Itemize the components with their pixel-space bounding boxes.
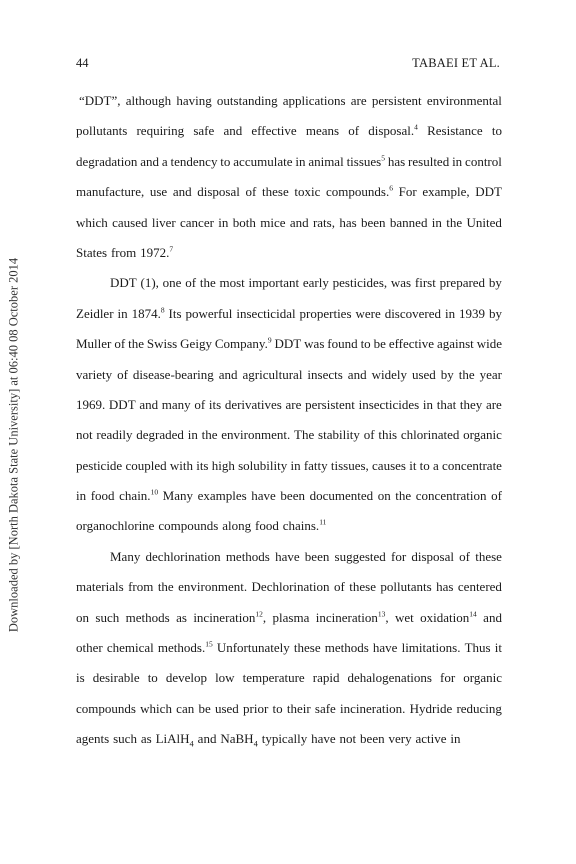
text-line: not readily degraded in the environment. The stability of this chlorinated organic — [76, 427, 502, 443]
paragraph-1 — [76, 86, 502, 268]
text-line: compounds which can be used prior to their safe incineration. Hydride reducing — [76, 700, 502, 716]
text-line: which caused liver cancer in both mice and rats, has been banned in the United — [76, 214, 502, 230]
text-line: organochlorine compounds along food chains.$^{11}$ — [76, 518, 327, 534]
text-line: 1969. DDT and many of its derivatives are persistent insecticides in that they are — [76, 396, 502, 412]
text-line: on such methods as incineration$^{12}$, plasma incineration$^{13}$, wet oxidation$^{14}$ and — [76, 609, 502, 625]
text-line: pesticide coupled with its high solubility in fatty tissues, causes it to a concentrate — [76, 457, 502, 473]
page-number: 44 — [76, 56, 89, 70]
paragraph-2 — [76, 268, 502, 542]
text-line: other chemical methods.$^{15}$ Unfortunately these methods have limitations. Thus it — [76, 639, 502, 656]
text-line: Many dechlorination methods have been suggested for disposal of these — [110, 548, 502, 564]
text-line: Muller of the Swiss Geigy Company.$^9$ DDT was found to be effective against wide — [76, 335, 502, 352]
text-line: DDT (1), one of the most important early pesticides, was first prepared by — [110, 275, 502, 291]
text-line: agents such as LiAlH$_4$ and NaBH$_4$ typically have not been very active in — [76, 731, 461, 749]
download-watermark — [2, 230, 26, 660]
download-watermark-text: Downloaded by [North Dakota State University] at 06:40 08 October 2014 — [6, 257, 21, 633]
paragraph-3 — [76, 542, 502, 755]
text-line: States from 1972.$^7$ — [76, 244, 174, 260]
text-line: materials from the environment. Dechlorination of these pollutants has centered — [76, 579, 502, 595]
running-head: TABAEI ET AL. — [412, 56, 500, 70]
text-line: pollutants requiring safe and effective means of disposal.$^4$ Resistance to — [76, 123, 502, 139]
text-line: Zeidler in 1874.$^8$ Its powerful insecticidal properties were discovered in 1939 by — [76, 305, 502, 321]
text-line: “DDT”, although having outstanding applications are persistent environmental — [79, 93, 502, 108]
text-line: is desirable to develop low temperature rapid dehalogenations for organic — [76, 670, 502, 686]
body-text — [76, 86, 502, 755]
text-line: in food chain.$^{10}$ Many examples have been documented on the concentration of — [76, 487, 502, 504]
text-line: degradation and a tendency to accumulate in animal tissues$^5$ has resulted in control — [76, 153, 502, 169]
text-line: variety of disease-bearing and agricultural insects and widely used by the year — [76, 366, 502, 382]
text-line: manufacture, use and disposal of these toxic compounds.$^6$ For example, DDT — [76, 183, 502, 200]
